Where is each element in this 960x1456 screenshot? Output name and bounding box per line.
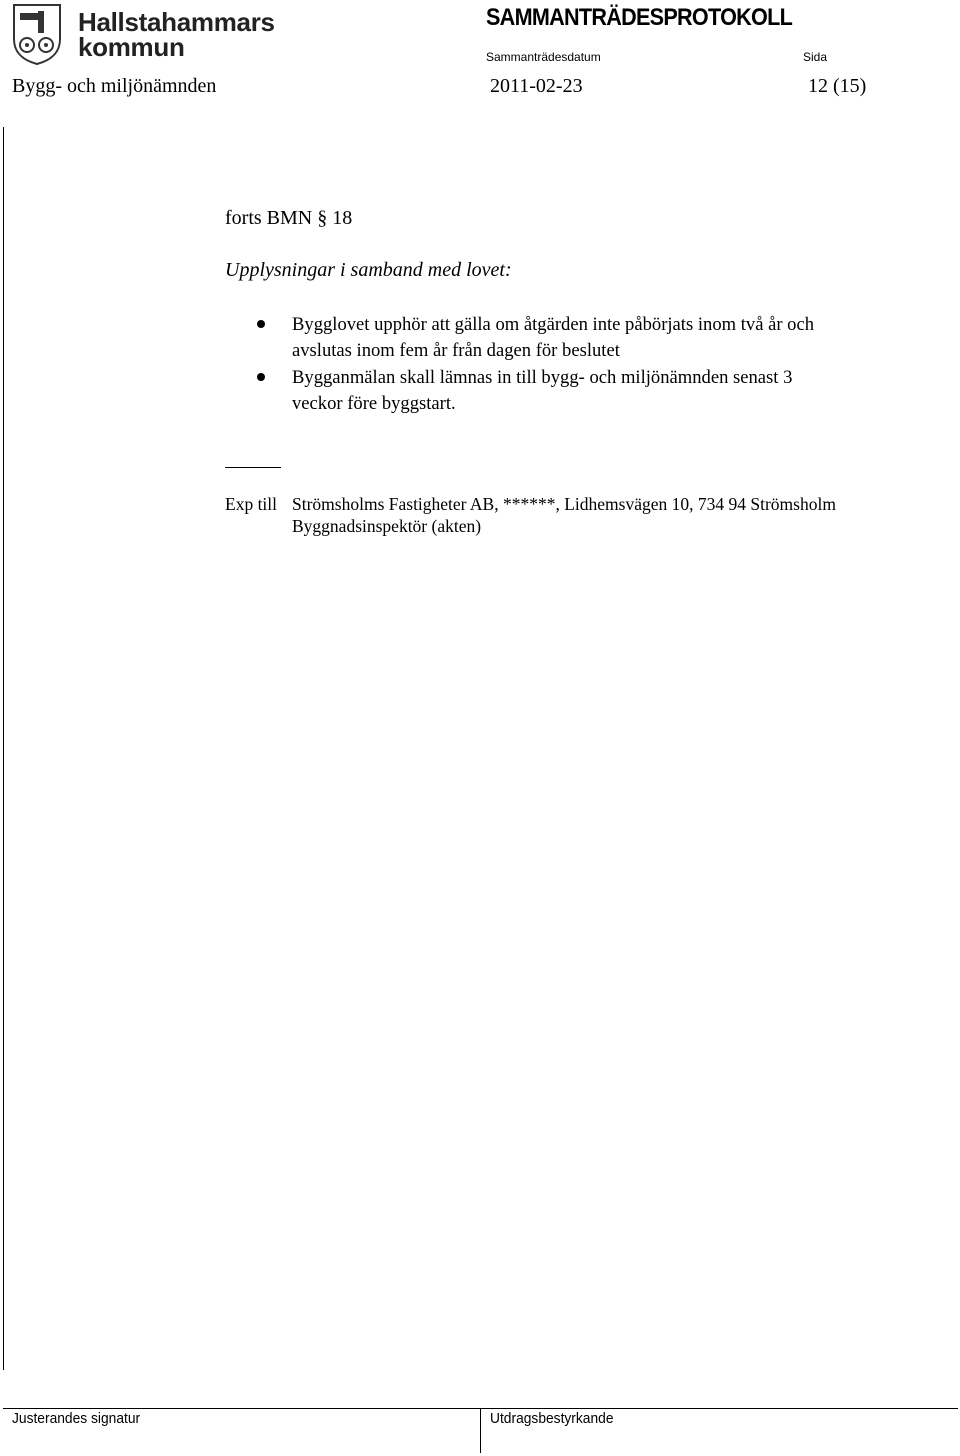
- municipality-logo: [12, 3, 282, 67]
- extract-certification-label: Utdragsbestyrkande: [490, 1410, 614, 1427]
- adjuster-signature-label: Justerandes signatur: [12, 1410, 141, 1427]
- list-item-line: Bygganmälan skall lämnas in till bygg- och miljönämnden senast 3: [292, 367, 793, 388]
- bullet-icon: [257, 373, 265, 381]
- list-item-line: veckor före byggstart.: [292, 393, 456, 414]
- section-reference: forts BMN § 18: [225, 207, 353, 229]
- coat-of-arms-icon: [12, 3, 62, 65]
- committee-name: Bygg- och miljönämnden: [12, 75, 217, 97]
- bullet-icon: [257, 320, 265, 328]
- list-item: [292, 312, 932, 364]
- distribution-label: Exp till: [225, 494, 278, 514]
- document-type-title: SAMMANTRÄDESPROTOKOLL: [486, 4, 793, 31]
- footer-divider: [480, 1408, 481, 1453]
- distribution-recipient: Byggnadsinspektör (akten): [292, 516, 482, 536]
- left-margin-rule: [3, 127, 4, 1370]
- page-number: 12 (15): [808, 75, 867, 97]
- meeting-date-label: Sammanträdesdatum: [486, 50, 601, 64]
- list-item-line: Bygglovet upphör att gälla om åtgärden inte påbörjats inom två år och: [292, 314, 815, 335]
- logo-line-2: kommun: [78, 32, 185, 62]
- section-divider: [225, 467, 281, 468]
- list-item-line: avslutas inom fem år från dagen för beslutet: [292, 340, 620, 361]
- meeting-date: 2011-02-23: [490, 75, 583, 97]
- page-label: Sida: [803, 50, 828, 64]
- list-item: [292, 365, 932, 417]
- distribution-recipient: Strömsholms Fastigheter AB, ******, Lidhemsvägen 10, 734 94 Strömsholm: [292, 494, 836, 514]
- section-heading: Upplysningar i samband med lovet:: [225, 259, 512, 281]
- logo-line-1: Hallstahammars: [78, 7, 275, 37]
